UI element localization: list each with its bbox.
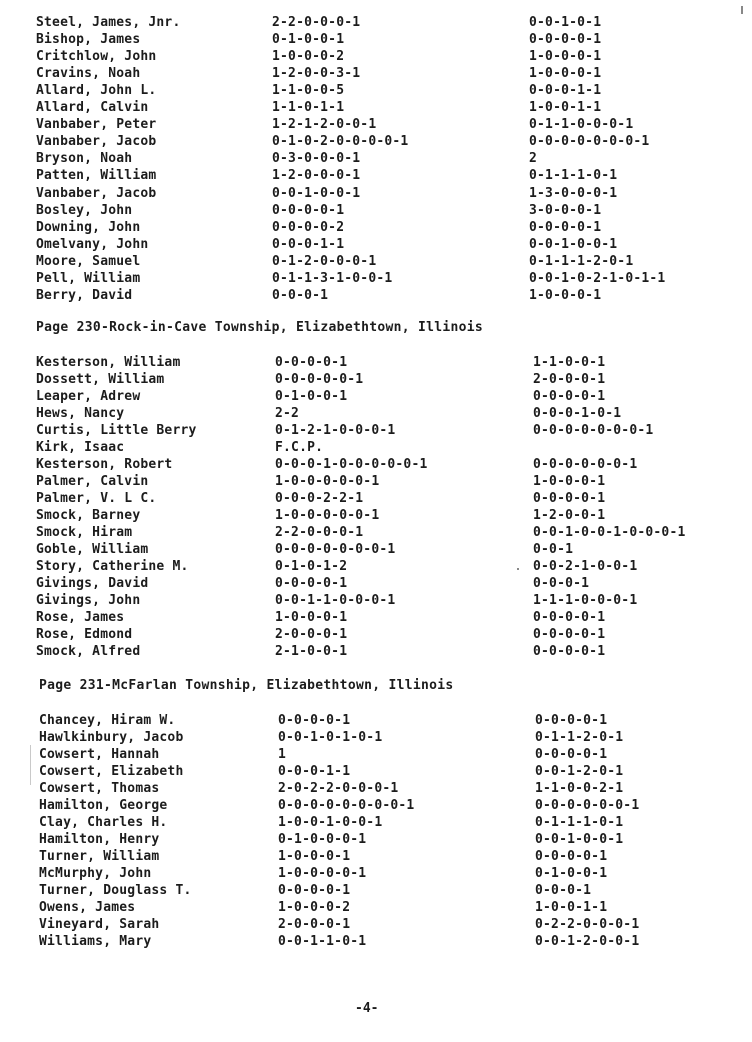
census-entry-count-2: 1-0-0-0-1 <box>529 66 602 82</box>
census-entry-name: Downing, John <box>36 219 141 235</box>
census-entry-count-2: 1-0-0-0-1 <box>529 287 602 303</box>
census-entry-count-2: 0-0-1-2-0-1 <box>535 764 624 779</box>
census-entry-name: Chancey, Hiram W. <box>39 713 176 728</box>
census-entry-row <box>0 609 752 626</box>
census-entry-count-2: 0-0-1-0-0-1 <box>529 236 618 252</box>
census-entry-count-2: 0-0-0-1-1 <box>529 83 602 99</box>
census-entry-row <box>0 405 752 422</box>
census-entry-count-1: 2-2 <box>275 406 300 421</box>
census-entry-count-1: 1-0-0-1-0-0-1 <box>278 815 383 830</box>
census-entry-count-1: 1-0-0-0-1 <box>275 610 348 625</box>
census-entry-count-1: 0-0-1-0-1-0-1 <box>278 730 383 745</box>
census-entry-row <box>0 575 752 592</box>
census-entry-count-1: 1-0-0-0-0-0-1 <box>275 508 380 523</box>
census-entry-name: Smock, Barney <box>36 508 141 523</box>
census-entry-count-2: 0-2-2-0-0-0-1 <box>535 917 640 932</box>
census-entry-name: Givings, David <box>36 576 149 591</box>
census-entry-row <box>0 456 752 473</box>
census-entry-count-1: 0-0-1-1-0-1 <box>278 934 367 949</box>
census-entry-row <box>0 507 752 524</box>
census-entry-name: Cravins, Noah <box>36 66 141 82</box>
census-entry-name: Owens, James <box>39 900 136 915</box>
scan-speck <box>741 6 743 14</box>
census-entry-row <box>0 797 752 814</box>
census-entry-count-2: 0-1-0-0-1 <box>535 866 608 881</box>
census-entry-count-2: 0-0-1-0-2-1-0-1-1 <box>529 270 666 286</box>
census-entry-name: Hamilton, George <box>39 798 168 813</box>
census-entry-count-2: 0-0-0-0-0-0-1 <box>533 457 638 472</box>
census-entry-name: Vanbaber, Jacob <box>36 185 157 201</box>
census-entry-name: McMurphy, John <box>39 866 152 881</box>
census-entry-name: Turner, Douglass T. <box>39 883 192 898</box>
census-entry-row <box>0 354 752 371</box>
census-entry-row <box>0 167 752 184</box>
census-entry-count-2: 0-0-0-0-1 <box>533 491 606 506</box>
census-entry-count-2: 0-0-0-0-0-0-0-1 <box>529 134 650 150</box>
census-entry-count-1: 0-1-2-1-0-0-0-1 <box>275 423 396 438</box>
census-entry-row <box>0 116 752 133</box>
census-entry-count-2: 0-0-0-0-1 <box>529 32 602 48</box>
section-heading: Page 231-McFarlan Township, Elizabethtown, Illinois <box>39 678 454 693</box>
census-entry-count-2: 0-0-0-0-1 <box>535 849 608 864</box>
section-heading: Page 230-Rock-in-Cave Township, Elizabethtown, Illinois <box>36 320 483 335</box>
census-entry-count-2: 0-0-1-0-0-1-0-0-0-1 <box>533 525 686 540</box>
census-entry-count-1: 1-0-0-0-2 <box>278 900 351 915</box>
census-entry-count-1: 0-3-0-0-0-1 <box>272 151 361 167</box>
census-entry-count-1: 1-0-0-0-2 <box>272 49 345 65</box>
census-entry-count-1: 0-1-0-0-1 <box>275 389 348 404</box>
census-entry-row <box>0 287 752 304</box>
census-entry-row <box>0 236 752 253</box>
census-entry-count-2: 1-0-0-1-1 <box>535 900 608 915</box>
census-entry-count-2: 0-1-1-1-0-1 <box>529 168 618 184</box>
census-entry-row <box>0 882 752 899</box>
census-entry-count-2: 2-0-0-0-1 <box>533 372 606 387</box>
census-entry-count-1: 0-0-0-1-0-0-0-0-0-1 <box>275 457 428 472</box>
census-entry-count-1: 2-2-0-0-0-1 <box>275 525 364 540</box>
census-entry-count-1: 2-2-0-0-0-1 <box>272 15 361 30</box>
census-entry-row <box>0 746 752 763</box>
census-entry-row <box>0 65 752 82</box>
census-entry-row <box>0 473 752 490</box>
census-entry-count-2: 0-1-1-2-0-1 <box>535 730 624 745</box>
census-entry-count-2: 0-0-0-0-1 <box>533 389 606 404</box>
census-entry-row <box>0 439 752 456</box>
census-entry-count-2: 0-0-1 <box>533 542 574 557</box>
census-entry-name: Palmer, V. L C. <box>36 491 157 506</box>
census-entry-count-2: 0-0-0-0-0-0-1 <box>535 798 640 813</box>
census-entry-name: Hews, Nancy <box>36 406 125 421</box>
census-entry-row <box>0 643 752 660</box>
census-entry-count-2: 0-1-1-1-2-0-1 <box>529 253 634 269</box>
census-entry-name: Pell, William <box>36 270 141 286</box>
census-entry-count-1: 0-0-0-0-0-0-0-0-1 <box>278 798 415 813</box>
census-entry-count-1: 1-1-0-0-5 <box>272 83 345 99</box>
census-entry-name: Williams, Mary <box>39 934 152 949</box>
census-entry-name: Turner, William <box>39 849 160 864</box>
census-entry-name: Omelvany, John <box>36 236 149 252</box>
census-entry-row <box>0 82 752 99</box>
census-entry-row <box>0 219 752 236</box>
census-entry-count-1: 0-1-0-1-2 <box>275 559 348 574</box>
census-entry-count-2: 0-0-0-0-1 <box>535 747 608 762</box>
census-entry-name: Bosley, John <box>36 202 133 218</box>
census-entry-count-1: 1-0-0-0-1 <box>278 849 351 864</box>
census-entry-row <box>0 848 752 865</box>
census-entry-row <box>0 31 752 48</box>
census-entry-count-2: 1-0-0-0-1 <box>533 474 606 489</box>
census-entry-count-1: 1 <box>278 747 287 762</box>
census-entry-count-2: 0-1-1-0-0-0-1 <box>529 117 634 133</box>
census-entry-count-2: 1-3-0-0-0-1 <box>529 185 618 201</box>
census-entry-row <box>0 592 752 609</box>
census-entry-row <box>0 202 752 219</box>
census-entry-name: Leaper, Adrew <box>36 389 141 404</box>
census-entry-count-1: 1-0-0-0-0-1 <box>278 866 367 881</box>
census-entry-row <box>0 133 752 150</box>
census-entry-count-2: 1-1-0-0-1 <box>533 355 606 370</box>
census-entry-count-2: 0-0-0-1 <box>533 576 590 591</box>
census-entry-count-1: 0-0-0-1 <box>272 287 329 303</box>
census-entry-row <box>0 831 752 848</box>
census-entry-row <box>0 558 752 575</box>
census-entry-row <box>0 780 752 797</box>
census-entry-name: Smock, Hiram <box>36 525 133 540</box>
census-entry-count-2: 0-0-1-0-1 <box>529 15 602 30</box>
census-entry-count-2: 0-0-0-0-1 <box>533 627 606 642</box>
census-entry-count-2: 0-0-0-0-1 <box>529 219 602 235</box>
census-entry-count-2: 0-0-0-1-0-1 <box>533 406 622 421</box>
census-entry-count-2: 0-0-0-1 <box>535 883 592 898</box>
census-entry-count-2: 0-0-0-0-1 <box>533 644 606 659</box>
census-entry-row <box>0 763 752 780</box>
census-entry-name: Bryson, Noah <box>36 151 133 167</box>
census-entry-row <box>0 814 752 831</box>
census-entry-count-1: 1-0-0-0-0-0-1 <box>275 474 380 489</box>
census-entry-name: Vanbaber, Peter <box>36 117 157 133</box>
census-entry-name: Vineyard, Sarah <box>39 917 160 932</box>
census-entry-count-1: 0-0-0-0-1 <box>272 202 345 218</box>
census-entry-count-1: 0-0-0-0-1 <box>275 576 348 591</box>
census-entry-name: Hawlkinbury, Jacob <box>39 730 184 745</box>
census-entry-count-1: 0-1-0-2-0-0-0-0-1 <box>272 134 409 150</box>
census-entry-count-2: 0-0-0-0-1 <box>535 713 608 728</box>
census-entry-count-1: 0-0-0-0-1 <box>275 355 348 370</box>
census-entry-name: Steel, James, Jnr. <box>36 15 181 30</box>
census-entry-row <box>0 916 752 933</box>
census-entry-count-1: 0-0-0-1-1 <box>272 236 345 252</box>
census-entry-name: Allard, John L. <box>36 83 157 99</box>
census-entry-name: Cowsert, Hannah <box>39 747 160 762</box>
census-entry-row <box>0 185 752 202</box>
census-entry-count-1: 2-0-0-0-1 <box>275 627 348 642</box>
census-entry-count-1: F.C.P. <box>275 440 324 455</box>
census-entry-name: Kesterson, William <box>36 355 181 370</box>
census-entry-count-1: 0-1-1-3-1-0-0-1 <box>272 270 393 286</box>
census-entry-row <box>0 48 752 65</box>
census-entry-row <box>0 99 752 116</box>
census-entry-count-1: 0-1-0-0-0-1 <box>278 832 367 847</box>
census-entry-row <box>0 729 752 746</box>
census-entry-name: Bishop, James <box>36 32 141 48</box>
census-entry-row <box>0 422 752 439</box>
census-entry-count-2: 1-1-0-0-2-1 <box>535 781 624 796</box>
census-entry-name: Story, Catherine M. <box>36 559 189 574</box>
census-entry-row <box>0 541 752 558</box>
census-entry-count-2: 0-0-0-0-1 <box>533 610 606 625</box>
census-entry-count-1: 0-0-0-0-1 <box>278 713 351 728</box>
census-entry-name: Curtis, Little Berry <box>36 423 197 438</box>
census-entry-count-1: 2-0-0-0-1 <box>278 917 351 932</box>
census-entry-row <box>0 150 752 167</box>
census-entry-name: Vanbaber, Jacob <box>36 134 157 150</box>
census-entry-row <box>0 933 752 950</box>
census-entry-count-1: 1-2-1-2-0-0-1 <box>272 117 377 133</box>
census-entry-row <box>0 14 752 31</box>
census-entry-count-2: 0-0-1-0-0-1 <box>535 832 624 847</box>
census-entry-count-1: 2-0-2-2-0-0-0-1 <box>278 781 399 796</box>
census-entry-name: Palmer, Calvin <box>36 474 149 489</box>
page-number: -4- <box>355 1001 379 1016</box>
census-entry-count-1: 0-0-0-0-0-1 <box>275 372 364 387</box>
census-entry-name: Rose, James <box>36 610 125 625</box>
census-entry-count-2: 1-2-0-0-1 <box>533 508 606 523</box>
census-entry-count-2: 0-1-1-1-0-1 <box>535 815 624 830</box>
census-entry-name: Allard, Calvin <box>36 100 149 116</box>
census-entry-name: Givings, John <box>36 593 141 608</box>
census-entry-row <box>0 253 752 270</box>
census-entry-count-2: 1-0-0-0-1 <box>529 49 602 65</box>
census-entry-row <box>0 626 752 643</box>
census-entry-count-1: 1-2-0-0-3-1 <box>272 66 361 82</box>
census-entry-row <box>0 270 752 287</box>
census-entry-row <box>0 865 752 882</box>
census-entry-count-2: 0-0-0-0-0-0-0-1 <box>533 423 654 438</box>
census-entry-count-2: 2 <box>529 151 538 167</box>
census-entry-name: Critchlow, John <box>36 49 157 65</box>
census-entry-name: Goble, William <box>36 542 149 557</box>
census-entry-count-2: 3-0-0-0-1 <box>529 202 602 218</box>
census-entry-row <box>0 490 752 507</box>
census-entry-name: Dossett, William <box>36 372 165 387</box>
census-entry-count-2: 0-0-2-1-0-0-1 <box>533 559 638 574</box>
census-entry-count-2: 1-1-1-0-0-0-1 <box>533 593 638 608</box>
census-entry-count-1: 1-2-0-0-0-1 <box>272 168 361 184</box>
census-entry-row <box>0 524 752 541</box>
census-entry-count-1: 0-0-0-1-1 <box>278 764 351 779</box>
census-entry-count-1: 0-1-2-0-0-0-1 <box>272 253 377 269</box>
census-entry-name: Kirk, Isaac <box>36 440 125 455</box>
census-entry-name: Cowsert, Elizabeth <box>39 764 184 779</box>
census-entry-count-1: 0-0-0-0-0-0-0-1 <box>275 542 396 557</box>
census-entry-name: Clay, Charles H. <box>39 815 168 830</box>
census-entry-name: Smock, Alfred <box>36 644 141 659</box>
census-entry-row <box>0 371 752 388</box>
census-entry-row <box>0 712 752 729</box>
census-entry-count-1: 0-0-0-0-2 <box>272 219 345 235</box>
census-entry-name: Hamilton, Henry <box>39 832 160 847</box>
census-entry-name: Berry, David <box>36 287 133 303</box>
census-entry-count-1: 0-0-0-2-2-1 <box>275 491 364 506</box>
census-entry-count-2: 1-0-0-1-1 <box>529 100 602 116</box>
census-entry-row <box>0 388 752 405</box>
census-entry-name: Patten, William <box>36 168 157 184</box>
census-entry-count-1: 0-0-1-1-0-0-0-1 <box>275 593 396 608</box>
census-entry-name: Cowsert, Thomas <box>39 781 160 796</box>
census-entry-row <box>0 899 752 916</box>
census-entry-count-1: 2-1-0-0-1 <box>275 644 348 659</box>
census-entry-count-1: 0-0-1-0-0-1 <box>272 185 361 201</box>
census-entry-count-1: 1-1-0-1-1 <box>272 100 345 116</box>
census-entry-count-2: 0-0-1-2-0-0-1 <box>535 934 640 949</box>
census-entry-name: Rose, Edmond <box>36 627 133 642</box>
census-entry-name: Moore, Samuel <box>36 253 141 269</box>
census-entry-count-1: 0-1-0-0-1 <box>272 32 345 48</box>
census-entry-count-1: 0-0-0-0-1 <box>278 883 351 898</box>
census-entry-name: Kesterson, Robert <box>36 457 173 472</box>
